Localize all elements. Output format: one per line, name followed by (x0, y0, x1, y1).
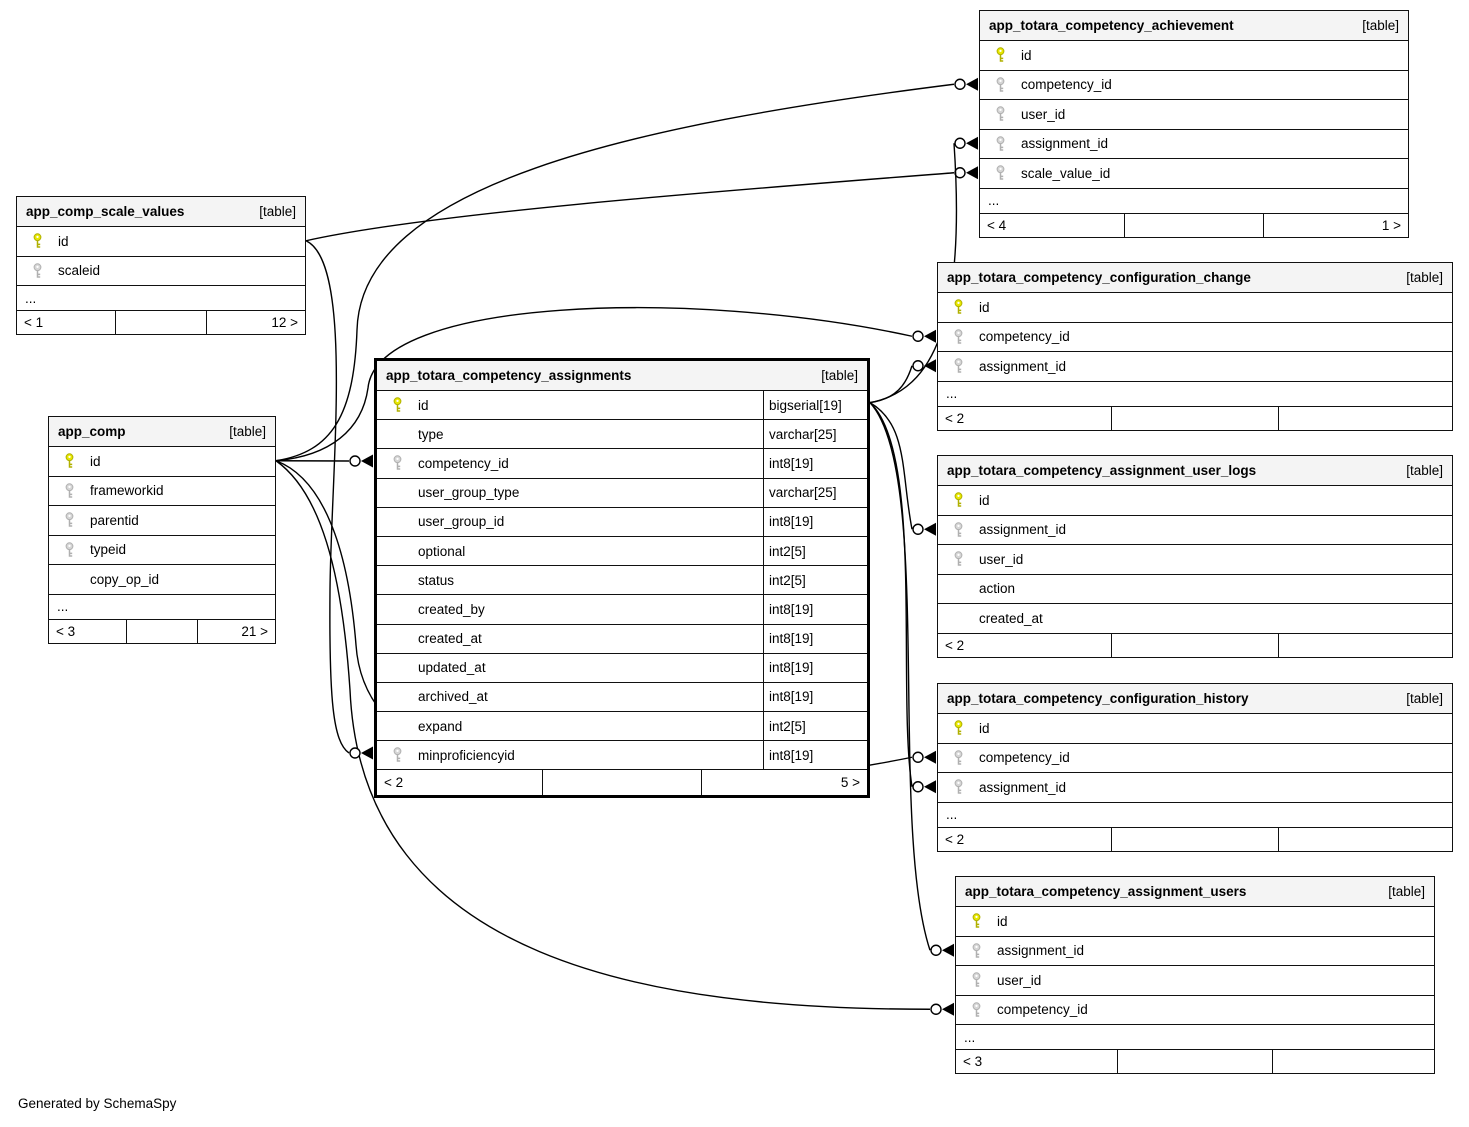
column-type: int2[5] (763, 566, 867, 594)
column-name: optional (418, 543, 466, 559)
column-type: bigserial[19] (763, 391, 867, 419)
column-name: status (418, 572, 455, 588)
column-row-user_id (980, 100, 1408, 130)
crows-foot-arrow (924, 751, 936, 764)
zero-or-many-circle (955, 79, 965, 89)
foreign-key-icon (31, 263, 44, 279)
crows-foot-arrow (942, 944, 954, 957)
table-header (980, 11, 1408, 41)
footer-middle-cell (115, 311, 207, 334)
column-row-competency_id (938, 323, 1452, 353)
column-type: int8[19] (763, 741, 867, 769)
zero-or-many-circle (350, 748, 360, 758)
primary-key-icon (952, 720, 965, 736)
table-title[interactable]: app_totara_competency_assignment_users (965, 884, 1247, 899)
foreign-key-icon (970, 972, 983, 988)
table-footer (956, 1050, 1434, 1073)
foreign-key-cell (965, 1002, 987, 1018)
zero-or-many-circle (913, 524, 923, 534)
footer-middle-cell (126, 620, 197, 643)
footer-children-count (1272, 1050, 1434, 1073)
table-app_totara_competency_configuration_history[interactable] (937, 683, 1453, 852)
table-title[interactable]: app_totara_competency_assignments (386, 368, 632, 383)
column-name: assignment_id (997, 943, 1085, 959)
column-name: id (1021, 47, 1032, 63)
table-footer (49, 620, 275, 643)
column-name: copy_op_id (90, 571, 160, 587)
column-type: int8[19] (763, 508, 867, 536)
table-footer (938, 634, 1452, 657)
column-type: int2[5] (763, 712, 867, 740)
crows-foot-arrow (966, 166, 978, 179)
more-columns-ellipsis: ... (49, 595, 275, 620)
column-name: assignment_id (1021, 136, 1109, 152)
column-name: action (979, 581, 1016, 597)
crows-foot-arrow (361, 747, 373, 760)
table-tag: [table] (1388, 884, 1425, 899)
foreign-key-icon (994, 77, 1007, 93)
column-name: id (979, 720, 990, 736)
table-footer (377, 770, 867, 795)
column-row-status (377, 566, 867, 595)
foreign-key-cell (947, 779, 969, 795)
column-row-id (938, 293, 1452, 323)
table-tag: [table] (1406, 691, 1443, 706)
generated-by-note: Generated by SchemaSpy (18, 1096, 177, 1111)
fk-edge-app_totara_competency_assignments-to-app_totara_competency_assignment_user_logs (870, 403, 912, 530)
column-name: expand (418, 718, 463, 734)
column-row-user_id (956, 966, 1434, 996)
foreign-key-icon (994, 136, 1007, 152)
table-footer (17, 311, 305, 334)
foreign-key-icon (952, 551, 965, 567)
column-type: int8[19] (763, 449, 867, 477)
column-row-created_at (938, 604, 1452, 634)
column-row-scaleid (17, 257, 305, 287)
column-row-updated_at (377, 654, 867, 683)
table-title[interactable]: app_comp_scale_values (26, 204, 185, 219)
column-name: competency_id (1021, 77, 1112, 93)
footer-children-count (1278, 828, 1452, 851)
column-row-id (956, 907, 1434, 937)
footer-parents-count: < 3 (963, 1054, 983, 1069)
column-name: user_group_id (418, 514, 505, 530)
column-row-frameworkid (49, 477, 275, 507)
column-type: int8[19] (763, 625, 867, 653)
crows-foot-arrow (924, 330, 936, 343)
table-app_totara_competency_assignment_users[interactable] (955, 876, 1435, 1074)
table-header (938, 263, 1452, 293)
column-type: int8[19] (763, 683, 867, 711)
primary-key-icon (952, 299, 965, 315)
footer-parents-count: < 2 (384, 775, 404, 791)
foreign-key-cell (947, 750, 969, 766)
column-name: created_at (418, 631, 482, 647)
column-name: minproficiencyid (418, 747, 515, 763)
column-row-archived_at (377, 683, 867, 712)
primary-key-cell (965, 913, 987, 929)
foreign-key-icon (63, 512, 76, 528)
foreign-key-icon (952, 358, 965, 374)
table-header (938, 684, 1452, 714)
foreign-key-cell (947, 329, 969, 345)
table-tag: [table] (229, 424, 266, 439)
fk-edge-app_comp_scale_values-to-app_totara_competency_achievement (306, 173, 954, 241)
foreign-key-cell (386, 747, 408, 763)
primary-key-icon (31, 233, 44, 249)
table-app_totara_competency_configuration_change[interactable] (937, 262, 1453, 431)
column-row-id (49, 447, 275, 477)
foreign-key-cell (965, 943, 987, 959)
zero-or-many-circle (931, 1004, 941, 1014)
column-row-competency_id (938, 744, 1452, 774)
more-columns-ellipsis: ... (938, 803, 1452, 828)
column-row-user_id (938, 545, 1452, 575)
footer-middle-cell (1124, 214, 1262, 237)
table-tag: [table] (821, 368, 858, 383)
footer-children-count: 12 > (206, 311, 305, 334)
column-row-assignment_id (938, 352, 1452, 382)
column-name: created_at (979, 610, 1043, 626)
primary-key-icon (970, 913, 983, 929)
foreign-key-icon (952, 522, 965, 538)
column-row-assignment_id (938, 773, 1452, 803)
table-header (956, 877, 1434, 907)
fk-edge-app_totara_competency_assignments-to-app_totara_competency_configuration_change (870, 366, 912, 403)
primary-key-cell (58, 453, 80, 469)
table-title[interactable]: app_totara_competency_assignment_user_logs (947, 463, 1257, 478)
table-app_totara_competency_assignments[interactable] (374, 358, 870, 798)
column-name: competency_id (979, 750, 1070, 766)
column-row-parentid (49, 506, 275, 536)
footer-children-count (1278, 407, 1452, 430)
table-footer (980, 214, 1408, 237)
table-title[interactable]: app_totara_competency_configuration_change (947, 270, 1251, 285)
footer-children-count (1278, 634, 1452, 657)
foreign-key-icon (63, 542, 76, 558)
crows-foot-arrow (942, 1003, 954, 1016)
table-header (938, 456, 1452, 486)
column-name: id (979, 492, 990, 508)
column-name: updated_at (418, 660, 486, 676)
column-row-id (980, 41, 1408, 71)
column-name: user_id (979, 551, 1024, 567)
table-app_totara_competency_achievement[interactable] (979, 10, 1409, 238)
column-row-id (938, 486, 1452, 516)
primary-key-icon (994, 47, 1007, 63)
column-row-created_by (377, 595, 867, 624)
column-name: user_id (997, 972, 1042, 988)
table-tag: [table] (1406, 463, 1443, 478)
foreign-key-icon (952, 329, 965, 345)
table-footer (938, 407, 1452, 430)
fk-edge-app_comp_scale_values-to-app_totara_competency_assignments (306, 241, 349, 753)
table-title[interactable]: app_totara_competency_achievement (989, 18, 1234, 33)
footer-parents-count: < 2 (945, 831, 965, 847)
table-header (49, 417, 275, 447)
footer-middle-cell (542, 770, 701, 795)
footer-middle-cell (1111, 407, 1278, 430)
primary-key-cell (26, 233, 48, 249)
column-name: created_by (418, 601, 485, 617)
column-name: competency_id (418, 455, 509, 471)
column-row-optional (377, 537, 867, 566)
column-row-expand (377, 712, 867, 741)
footer-children-count: 5 > (701, 770, 867, 795)
footer-parents-count: < 3 (56, 623, 76, 639)
table-app_comp_scale_values[interactable] (16, 196, 306, 335)
primary-key-cell (947, 720, 969, 736)
foreign-key-cell (947, 551, 969, 567)
column-type: varchar[25] (763, 479, 867, 507)
table-app_totara_competency_assignment_user_logs[interactable] (937, 455, 1453, 658)
foreign-key-cell (386, 455, 408, 471)
table-app_comp[interactable] (48, 416, 276, 644)
fk-edge-app_totara_competency_assignments-to-app_totara_competency_configuration_history (870, 403, 912, 787)
primary-key-icon (391, 397, 404, 413)
foreign-key-cell (989, 136, 1011, 152)
primary-key-cell (386, 397, 408, 413)
column-type: int8[19] (763, 595, 867, 623)
column-row-action (938, 575, 1452, 605)
footer-parents-count: < 2 (945, 637, 965, 653)
column-name: id (979, 299, 990, 315)
column-row-competency_id (377, 449, 867, 478)
primary-key-icon (952, 492, 965, 508)
column-row-competency_id (956, 996, 1434, 1026)
footer-children-count: 21 > (197, 620, 275, 643)
crows-foot-arrow (966, 137, 978, 150)
column-row-id (377, 391, 867, 420)
table-title[interactable]: app_comp (58, 424, 126, 439)
foreign-key-cell (58, 483, 80, 499)
column-name: parentid (90, 512, 139, 528)
column-row-assignment_id (980, 130, 1408, 160)
table-tag: [table] (1362, 18, 1399, 33)
column-name: scale_value_id (1021, 165, 1111, 181)
column-row-competency_id (980, 71, 1408, 101)
table-tag: [table] (1406, 270, 1443, 285)
foreign-key-cell (58, 542, 80, 558)
column-row-typeid (49, 536, 275, 566)
foreign-key-icon (970, 943, 983, 959)
column-name: competency_id (997, 1002, 1088, 1018)
zero-or-many-circle (350, 456, 360, 466)
column-row-id (938, 714, 1452, 744)
more-columns-ellipsis: ... (938, 382, 1452, 407)
footer-parents-count: < 2 (945, 410, 965, 426)
column-name: typeid (90, 542, 127, 558)
foreign-key-cell (947, 522, 969, 538)
column-name: assignment_id (979, 522, 1067, 538)
crows-foot-arrow (924, 780, 936, 793)
table-footer (938, 828, 1452, 851)
zero-or-many-circle (955, 168, 965, 178)
primary-key-icon (63, 453, 76, 469)
column-name: user_group_type (418, 485, 520, 501)
table-title[interactable]: app_totara_competency_configuration_history (947, 691, 1249, 706)
footer-children-count: 1 > (1263, 214, 1408, 237)
crows-foot-arrow (924, 523, 936, 536)
column-name: type (418, 426, 444, 442)
column-row-minproficiencyid (377, 741, 867, 770)
column-name: competency_id (979, 329, 1070, 345)
zero-or-many-circle (913, 782, 923, 792)
footer-middle-cell (1111, 634, 1278, 657)
primary-key-cell (947, 299, 969, 315)
column-name: user_id (1021, 106, 1066, 122)
foreign-key-cell (26, 263, 48, 279)
column-name: frameworkid (90, 483, 164, 499)
column-name: archived_at (418, 689, 488, 705)
column-type: int8[19] (763, 654, 867, 682)
column-row-assignment_id (938, 516, 1452, 546)
footer-parents-count: < 1 (24, 315, 44, 330)
column-row-copy_op_id (49, 565, 275, 595)
zero-or-many-circle (913, 361, 923, 371)
more-columns-ellipsis: ... (956, 1025, 1434, 1050)
column-row-created_at (377, 625, 867, 654)
zero-or-many-circle (931, 945, 941, 955)
column-row-assignment_id (956, 937, 1434, 967)
column-row-id (17, 227, 305, 257)
foreign-key-cell (58, 512, 80, 528)
primary-key-cell (947, 492, 969, 508)
crows-foot-arrow (924, 359, 936, 372)
zero-or-many-circle (955, 138, 965, 148)
table-tag: [table] (259, 204, 296, 219)
more-columns-ellipsis: ... (980, 189, 1408, 214)
more-columns-ellipsis: ... (17, 286, 305, 311)
foreign-key-cell (989, 77, 1011, 93)
footer-middle-cell (1111, 828, 1278, 851)
foreign-key-icon (391, 455, 404, 471)
foreign-key-icon (970, 1002, 983, 1018)
column-row-scale_value_id (980, 159, 1408, 189)
zero-or-many-circle (913, 331, 923, 341)
foreign-key-icon (952, 750, 965, 766)
foreign-key-icon (391, 747, 404, 763)
column-name: id (90, 453, 101, 469)
table-header (377, 361, 867, 391)
foreign-key-icon (63, 483, 76, 499)
foreign-key-icon (952, 779, 965, 795)
column-type: varchar[25] (763, 420, 867, 448)
column-name: assignment_id (979, 779, 1067, 795)
crows-foot-arrow (966, 78, 978, 91)
column-row-user_group_type (377, 479, 867, 508)
crows-foot-arrow (361, 455, 373, 468)
footer-middle-cell (1117, 1050, 1272, 1073)
column-type: int2[5] (763, 537, 867, 565)
foreign-key-icon (994, 165, 1007, 181)
column-name: id (418, 397, 429, 413)
column-name: assignment_id (979, 358, 1067, 374)
foreign-key-cell (947, 358, 969, 374)
zero-or-many-circle (913, 752, 923, 762)
table-header (17, 197, 305, 227)
foreign-key-cell (989, 106, 1011, 122)
footer-parents-count: < 4 (987, 217, 1007, 233)
foreign-key-cell (989, 165, 1011, 181)
primary-key-cell (989, 47, 1011, 63)
column-name: scaleid (58, 263, 101, 279)
column-row-type (377, 420, 867, 449)
foreign-key-icon (994, 106, 1007, 122)
column-row-user_group_id (377, 508, 867, 537)
column-name: id (58, 233, 69, 249)
foreign-key-cell (965, 972, 987, 988)
column-name: id (997, 913, 1008, 929)
